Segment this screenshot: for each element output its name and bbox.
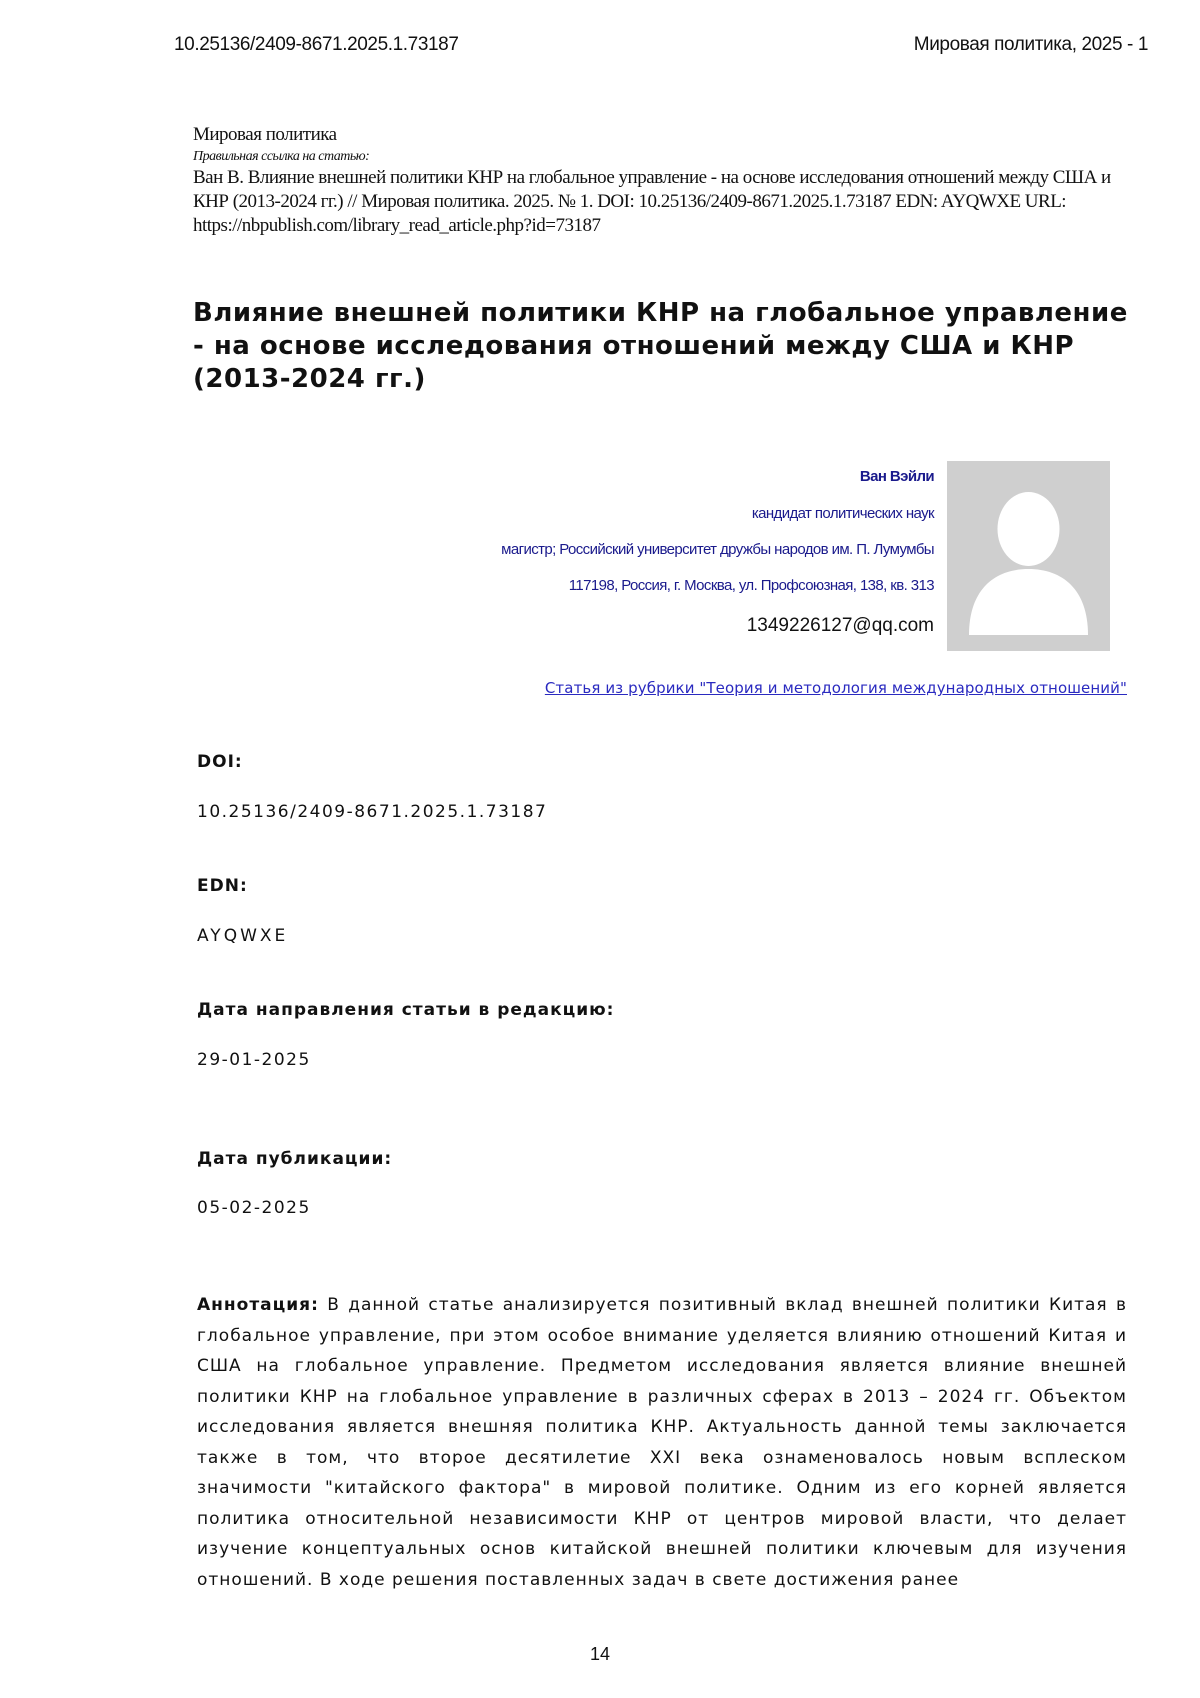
citation-label: Правильная ссылка на статью: <box>193 149 370 164</box>
page-number: 14 <box>589 1644 611 1664</box>
author-degree: кандидат политических наук <box>751 505 934 522</box>
submitted-date-value: 29-01-2025 <box>197 1050 311 1070</box>
article-title: Влияние внешней политики КНР на глобальное управление - на основе исследования отношений между США и КНР (2013-2024 гг.) <box>193 298 1128 394</box>
avatar-placeholder-icon <box>947 461 1110 651</box>
doi-value: 10.25136/2409-8671.2025.1.73187 <box>197 802 548 822</box>
citation-text: Ван В. Влияние внешней политики КНР на глобальное управление - на основе исследования отношений между США и КНР (2013-2024 гг.) // Мировая политика. 2025. № 1. DOI: 10.25136/2409-8671.2025.1.73187 EDN: AYQWXE URL: https://nbpublish.com/library_read_article.php?id=73187 <box>193 167 1111 236</box>
submitted-date-label: Дата направления статьи в редакцию: <box>197 1000 615 1020</box>
published-date-label: Дата публикации: <box>197 1149 393 1169</box>
published-date-value: 05-02-2025 <box>197 1198 311 1218</box>
header-journal-issue: Мировая политика, 2025 - 1 <box>913 34 1148 55</box>
journal-name: Мировая политика <box>193 124 337 145</box>
rubric-link[interactable]: Статья из рубрики "Теория и методология международных отношений" <box>544 679 1127 697</box>
edn-label: EDN: <box>197 876 248 896</box>
abstract <box>197 1290 1127 1595</box>
abstract-text: В данной статье анализируется позитивный вклад внешней политики Китая в глобальное управление, при этом особое внимание уделяется влиянию отношений Китая и США на глобальное управление. Предметом исследования является влияние внешней политики КНР на глобальное управление в различных сферах в 2013 – 2024 гг. Объектом исследования является внешняя политика КНР. Актуальность данной темы заключается также в том, что второе десятилетие XXI века ознаменовалось новым всплеском значимости "китайского фактора" в мировой политике. Одним из его корней является политика относительной независимости КНР от центров мировой власти, что делает изучение концептуальных основ китайской внешней политики ключевым для изучения отношений. В ходе решения поставленных задач в свете достижения ранее <box>197 1295 1127 1590</box>
author-name: Ван Вэйли <box>859 468 934 485</box>
header-doi: 10.25136/2409-8671.2025.1.73187 <box>174 34 459 55</box>
author-affiliation: магистр; Российский университет дружбы народов им. П. Лумумбы <box>501 541 934 558</box>
avatar <box>947 461 1110 651</box>
edn-value: AYQWXE <box>197 926 289 946</box>
author-address: 117198, Россия, г. Москва, ул. Профсоюзная, 138, кв. 313 <box>568 577 934 594</box>
abstract-label: Аннотация: <box>197 1295 319 1315</box>
doi-label: DOI: <box>197 752 243 772</box>
author-email: 1349226127@qq.com <box>746 615 934 636</box>
